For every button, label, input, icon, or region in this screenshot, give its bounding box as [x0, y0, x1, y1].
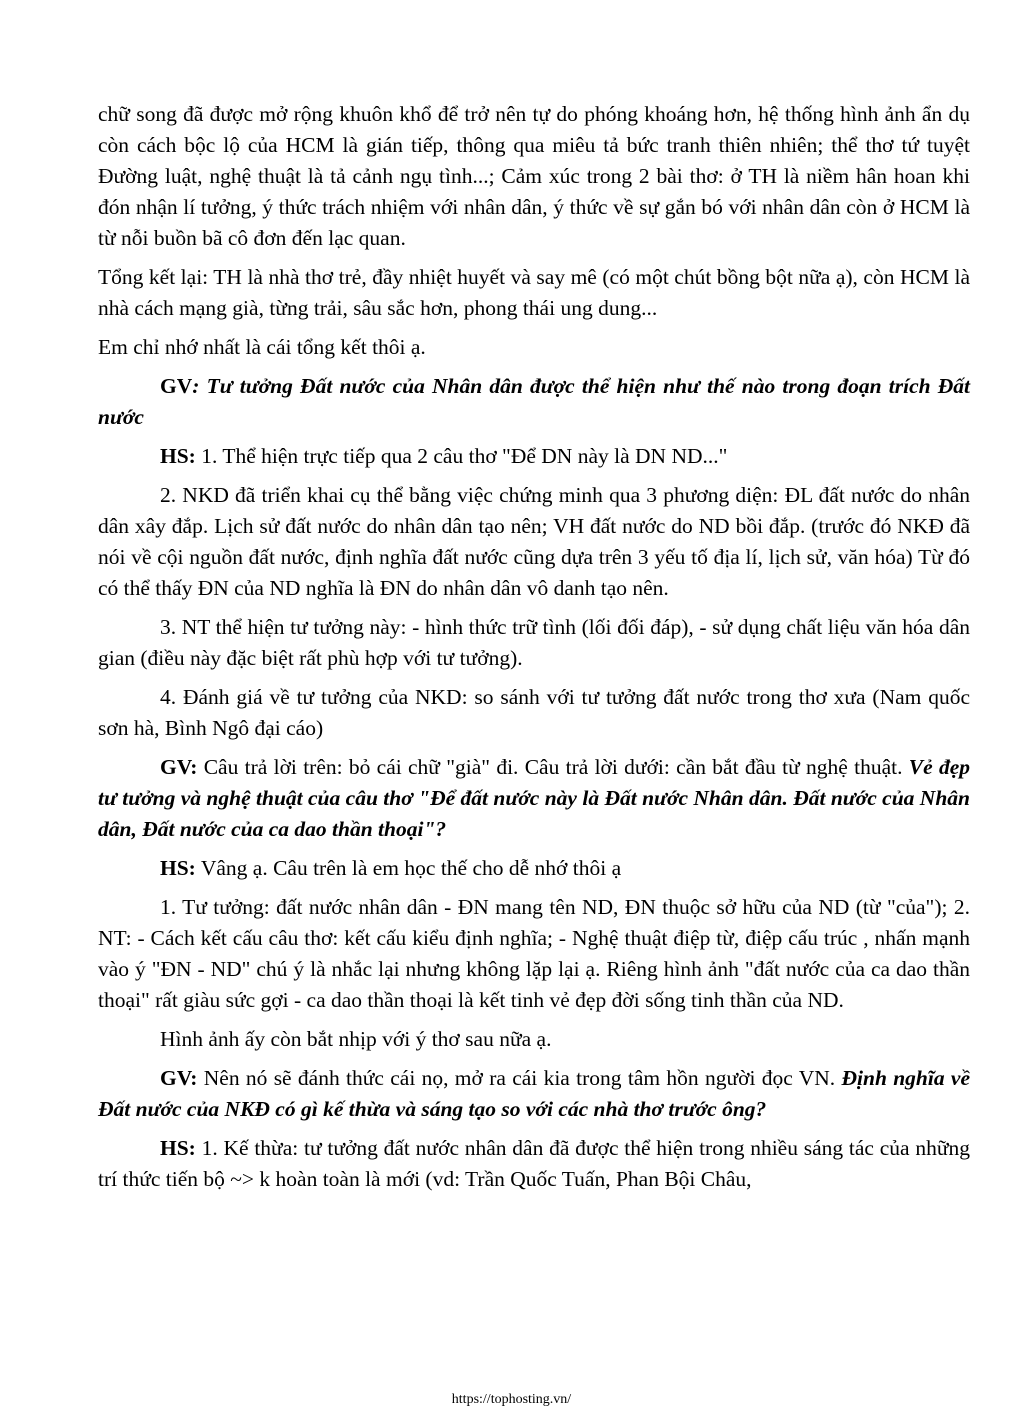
document-body — [98, 99, 970, 1203]
paragraph: chữ song đã được mở rộng khuôn khổ để trở nên tự do phóng khoáng hơn, hệ thống hình ảnh ẩn dụ còn cách bộc lộ của HCM là gián tiếp, thông qua miêu tả bức tranh thiên nhiên; thể thơ tứ tuyệt Đường luật, nghệ thuật là tả cảnh ngụ tình...; Cảm xúc trong 2 bài thơ: ở TH là niềm hân hoan khi đón nhận lí tưởng, ý thức trách nhiệm với nhân dân, ý thức về sự gắn bó với nhân dân còn ở HCM là từ nỗi buồn bã cô đơn đến lạc quan. — [98, 102, 970, 250]
teacher-question — [98, 752, 970, 845]
speaker-label: GV: — [160, 1066, 198, 1090]
question-text: Định nghĩa về Đất nước của NKĐ có gì kế thừa và sáng tạo so với các nhà thơ trước ông? — [98, 1066, 970, 1121]
paragraph: 1. Tư tưởng: đất nước nhân dân - ĐN mang tên ND, ĐN thuộc sở hữu của ND (từ "của"); 2. NT: - Cách kết cấu câu thơ: kết cấu kiểu định nghĩa; - Nghệ thuật điệp từ, điệp cấu trúc , nhấn mạnh vào ý "ĐN - ND" chú ý là nhắc lại nhưng không lặp lại ạ. Riêng hình ảnh "đất nước của ca dao thần thoại" rất giàu sức gợi - ca dao thần thoại là kết tinh vẻ đẹp đời sống tinh thần của ND. — [98, 895, 970, 1012]
student-answer — [98, 853, 970, 884]
student-answer — [98, 441, 970, 472]
answer-text: 1. Kế thừa: tư tưởng đất nước nhân dân đã được thể hiện trong nhiều sáng tác của những trí thức tiến bộ ~> k hoàn toàn là mới (vd: Trần Quốc Tuấn, Phan Bội Châu, — [98, 1136, 970, 1191]
speaker-label: GV: — [160, 755, 198, 779]
paragraph: 3. NT thể hiện tư tưởng này: - hình thức trữ tình (lối đối đáp), - sử dụng chất liệu văn hóa dân gian (điều này đặc biệt rất phù hợp với tư tưởng). — [98, 615, 970, 670]
answer-text: Vâng ạ. Câu trên là em học thế cho dễ nhớ thôi ạ — [195, 856, 622, 880]
student-answer — [98, 1133, 970, 1195]
paragraph: Hình ảnh ấy còn bắt nhịp với ý thơ sau nữa ạ. — [160, 1027, 552, 1051]
speaker-label: HS: — [160, 444, 196, 468]
speaker-label: GV — [160, 374, 193, 398]
comment-text: Nên nó sẽ đánh thức cái nọ, mở ra cái kia trong tâm hồn người đọc VN. — [197, 1066, 842, 1090]
footer-url[interactable]: https://tophosting.vn/ — [451, 1392, 572, 1407]
speaker-label: HS: — [160, 856, 196, 880]
question-text: : Tư tưởng Đất nước của Nhân dân được thể hiện như thế nào trong đoạn trích Đất nước — [98, 374, 970, 429]
paragraph: 4. Đánh giá về tư tưởng của NKD: so sánh với tư tưởng đất nước trong thơ xưa (Nam quốc sơn hà, Bình Ngô đại cáo) — [98, 685, 970, 740]
paragraph: Tổng kết lại: TH là nhà thơ trẻ, đầy nhiệt huyết và say mê (có một chút bồng bột nữa ạ), còn HCM là nhà cách mạng già, từng trải, sâu sắc hơn, phong thái ung dung... — [98, 265, 970, 320]
teacher-question — [98, 1063, 970, 1125]
answer-text: 1. Thể hiện trực tiếp qua 2 câu thơ "Để DN này là DN ND..." — [195, 444, 728, 468]
teacher-question — [98, 371, 970, 433]
comment-text: Câu trả lời trên: bỏ cái chữ "già" đi. Câu trả lời dưới: cần bắt đầu từ nghệ thuật. — [197, 755, 909, 779]
speaker-label: HS: — [160, 1136, 196, 1160]
question-text: Vẻ đẹp tư tưởng và nghệ thuật của câu thơ "Để đất nước này là Đất nước Nhân dân. Đất nước của Nhân dân, Đất nước của ca dao thần thoại"? — [98, 755, 970, 841]
paragraph: Em chỉ nhớ nhất là cái tổng kết thôi ạ. — [98, 335, 426, 359]
paragraph: 2. NKD đã triển khai cụ thể bằng việc chứng minh qua 3 phương diện: ĐL đất nước do nhân dân xây đắp. Lịch sử đất nước do nhân dân tạo nên; VH đất nước do ND bồi đắp. (trước đó NKĐ đã nói về cội nguồn đất nước, định nghĩa đất nước cũng dựa trên 3 yếu tố địa lí, lịch sử, văn hóa) Từ đó có thể thấy ĐN của ND nghĩa là ĐN do nhân dân vô danh tạo nên. — [98, 483, 970, 600]
